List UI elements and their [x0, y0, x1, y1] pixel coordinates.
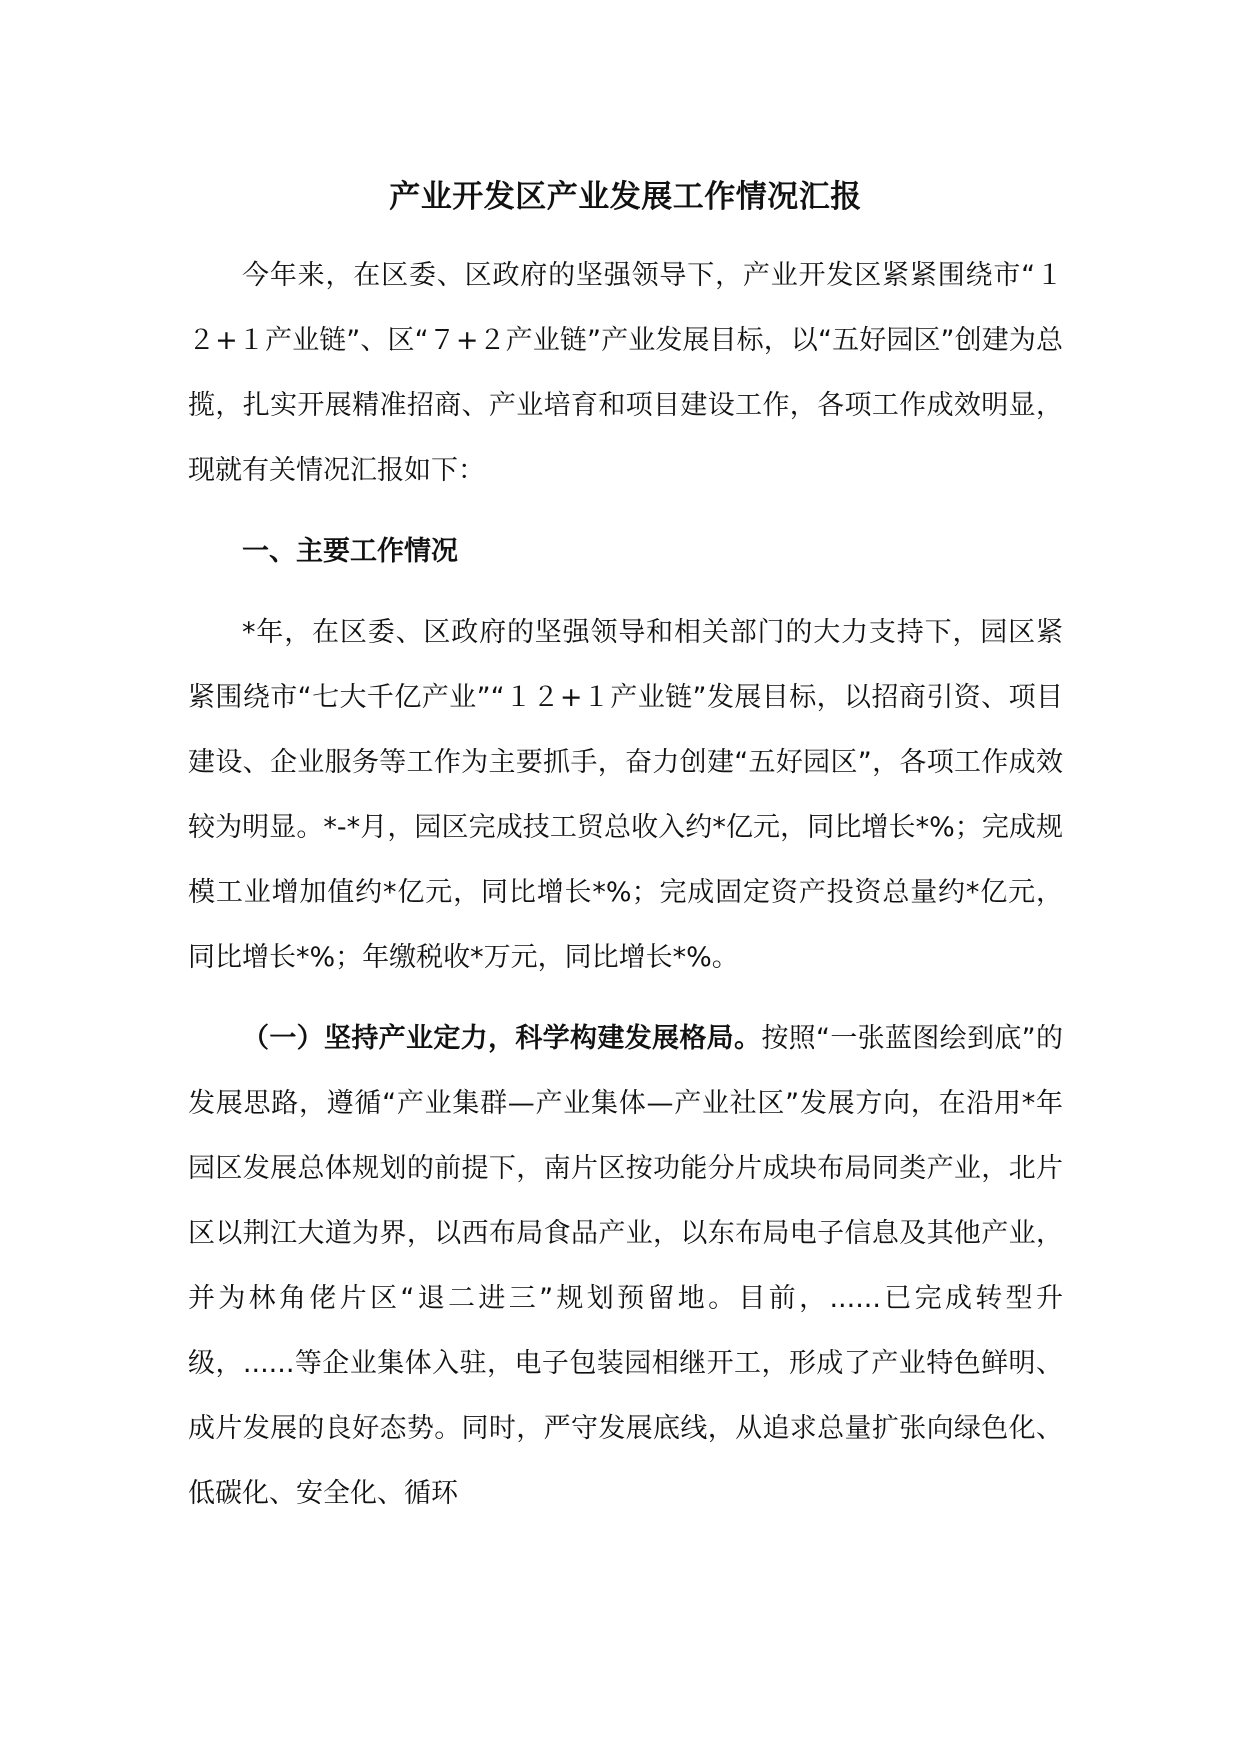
section-heading-main-work: 一、主要工作情况: [242, 536, 458, 567]
subsection-lead: （一）坚持产业定力，科学构建发展格局。: [242, 1023, 762, 1054]
subsection-body: 按照“一张蓝图绘到底”的发展思路，遵循“产业集群—产业集体—产业社区”发展方向，在沿用*年园区发展总体规划的前提下，南片区按功能分片成块布局同类产业，北片区以荆江大道为界，以西布局食品产业，以东布局电子信息及其他产业，并为林角佬片区“退二进三”规划预留地。目前，......已完成转型升级，......等企业集体入驻，电子包装园相继开工，形成了产业特色鲜明、成片发展的良好态势。同时，严守发展底线，从追求总量扩张向绿色化、低碳化、安全化、循环: [188, 1023, 1063, 1509]
document-body: [188, 175, 1063, 1526]
subsection-paragraph-industry: [188, 1006, 1063, 1526]
document-title: 产业开发区产业发展工作情况汇报: [389, 179, 862, 215]
intro-paragraph: 今年来，在区委、区政府的坚强领导下，产业开发区紧紧围绕市“１２+１产业链”、区“７+２产业链”产业发展目标，以“五好园区”创建为总揽，扎实开展精准招商、产业培育和项目建设工作，各项工作成效明显，现就有关情况汇报如下：: [188, 260, 1063, 486]
spacer: [188, 503, 1063, 519]
section-paragraph-summary: *年，在区委、区政府的坚强领导和相关部门的大力支持下，园区紧紧围绕市“七大千亿产业”“１２+１产业链”发展目标，以招商引资、项目建设、企业服务等工作为主要抓手，奋力创建“五好园区”，各项工作成效较为明显。*-*月，园区完成技工贸总收入约*亿元，同比增长*%；完成规模工业增加值约*亿元，同比增长*%；完成固定资产投资总量约*亿元，同比增长*%；年缴税收*万元，同比增长*%。: [188, 617, 1063, 973]
spacer: [188, 584, 1063, 600]
spacer: [188, 990, 1063, 1006]
